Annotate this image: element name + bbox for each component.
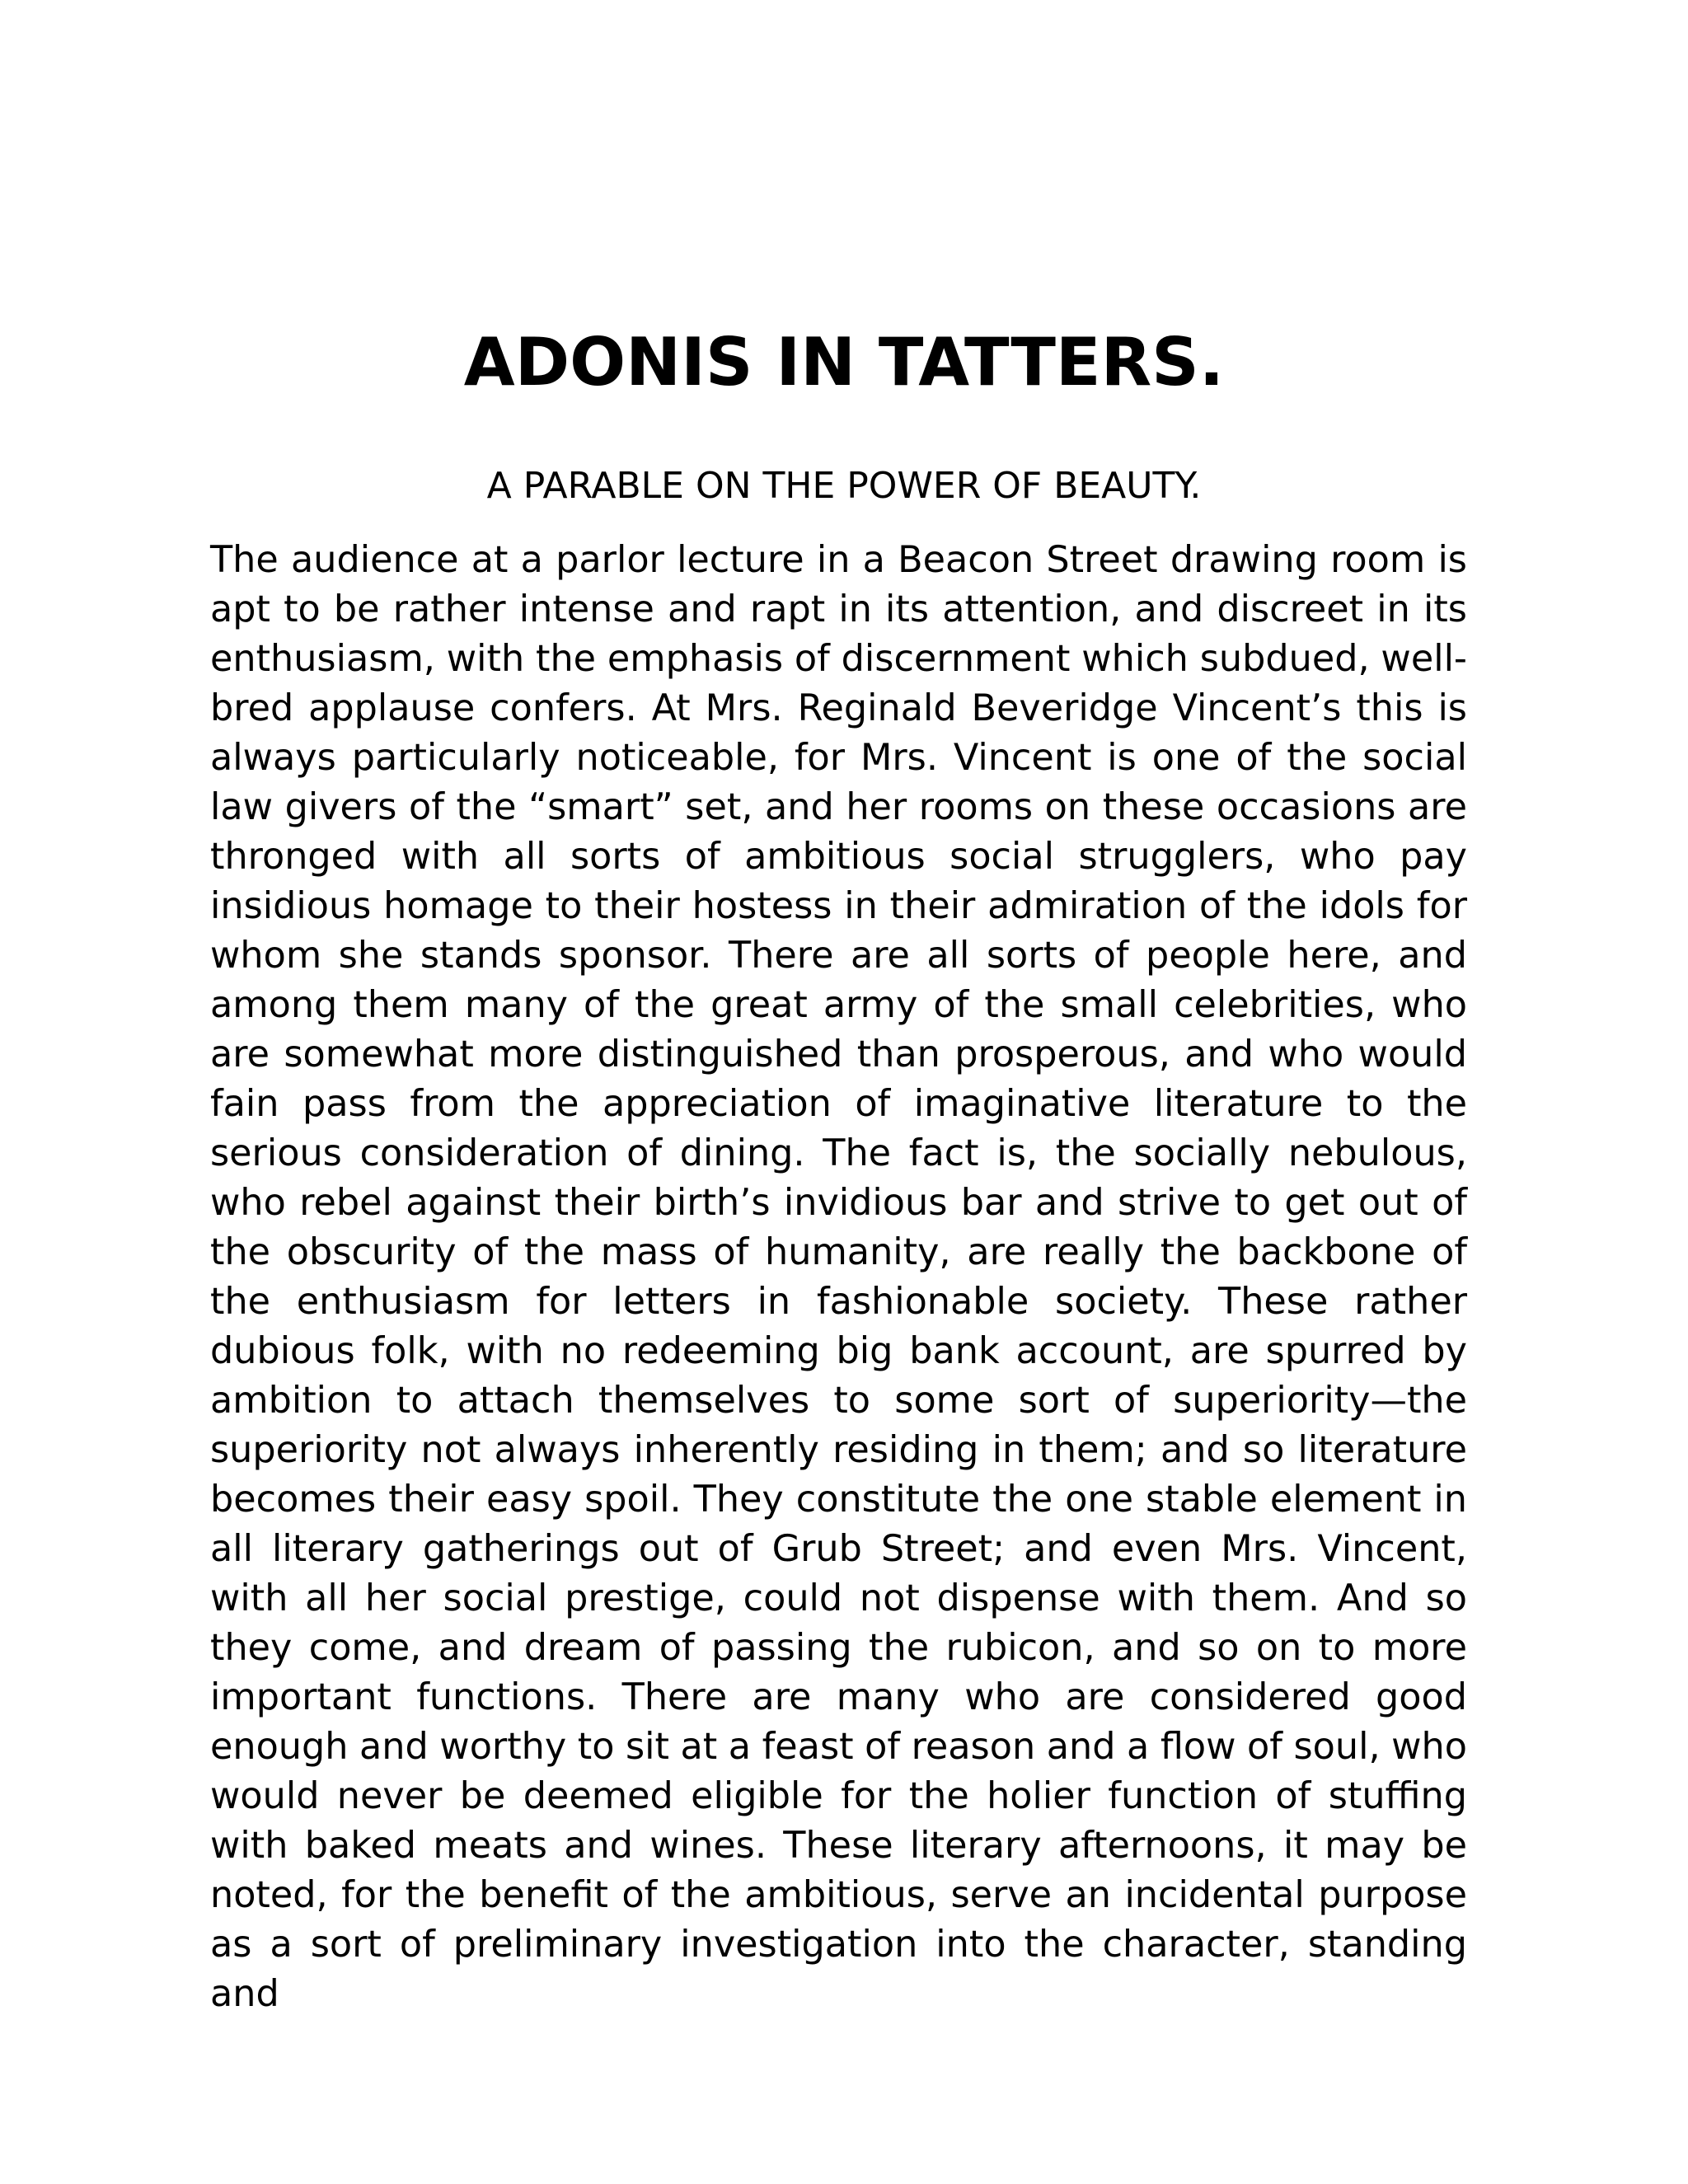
body-paragraph: The audience at a parlor lecture in a Beacon Street drawing room is apt to be rather intense and rapt in its attention, and discreet in its enthusiasm, with the emphasis of discernment which subdued, well-bred applause confers. At Mrs. Reginald Beveridge Vincent’s this is always particularly noticeable, for Mrs. Vincent is one of the social law givers of the “smart” set, and her rooms on these occasions are thronged with all sorts of ambitious social strugglers, who pay insidious homage to their hostess in their admiration of the idols for whom she stands sponsor. There are all sorts of people here, and among them many of the great army of the small celebrities, who are somewhat more distinguished than prosperous, and who would fain pass from the appreciation of imaginative literature to the serious consideration of dining. The fact is, the socially nebulous, who rebel against their birth’s invidious bar and strive to get out of the obscurity of the mass of humanity, are really the backbone of the enthusiasm for letters in fashionable society. These rather dubious folk, with no redeeming big bank account, are spurred by ambition to attach themselves to some sort of superiority—the superiority not always inherently residing in them; and so literature becomes their easy spoil. They constitute the one stable element in all literary gatherings out of Grub Street; and even Mrs. Vincent, with all her social prestige, could not dispense with them. And so they come, and dream of passing the rubicon, and so on to more important functions. There are many who are considered good enough and worthy to sit at a feast of reason and a flow of soul, who would never be deemed eligible for the holier function of stuffing with baked meats and wines. These literary afternoons, it may be noted, for the benefit of the ambitious, serve an incidental purpose as a sort of preliminary investigation into the character, standing and [210,539,1467,2015]
page-title: ADONIS IN TATTERS. [463,324,1225,401]
page-subtitle: A PARABLE ON THE POWER OF BEAUTY. [486,465,1202,507]
